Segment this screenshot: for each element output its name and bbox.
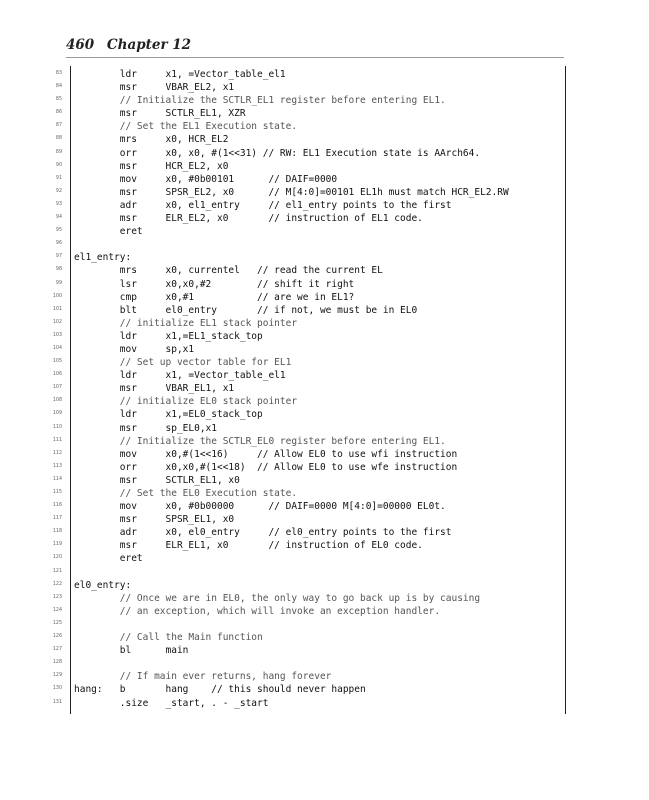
- code-text: adr x0, el0_entry // el0_entry points to the first: [74, 527, 452, 539]
- line-number: 99: [55, 280, 62, 286]
- line-number: 116: [52, 503, 62, 509]
- line-number: 85: [55, 97, 62, 103]
- code-text: msr ELR_EL1, x0 // instruction of EL0 code.: [74, 540, 423, 552]
- code-line: [0, 448, 649, 461]
- code-text: msr SPSR_EL1, x0: [74, 514, 235, 526]
- code-text: msr VBAR_EL1, x1: [74, 383, 235, 395]
- line-number: 125: [52, 620, 62, 626]
- code-line: [0, 566, 649, 579]
- code-line: [0, 605, 649, 618]
- code-line: [0, 670, 649, 683]
- line-number: 126: [52, 634, 62, 640]
- code-text: bl main: [74, 645, 189, 657]
- code-comment: // Set the EL0 Execution state.: [74, 488, 298, 499]
- line-number: 90: [55, 162, 62, 168]
- code-text: mov x0, #0b00000 // DAIF=0000 M[4:0]=00000 EL0t.: [74, 501, 446, 513]
- code-text: orr x0,x0,#(1<<18) // Allow EL0 to use wfe instruction: [74, 461, 458, 473]
- line-number: 91: [55, 175, 62, 181]
- code-text: mov x0, #0b00101 // DAIF=0000: [74, 173, 338, 185]
- code-text: blt el0_entry // if not, we must be in EL0: [74, 304, 418, 316]
- line-number: 129: [52, 673, 62, 679]
- code-line: [0, 173, 649, 186]
- line-number: 108: [52, 398, 62, 404]
- line-number: 83: [55, 71, 62, 76]
- code-text: mov x0,#(1<<16) // Allow EL0 to use wfi instruction: [74, 448, 458, 460]
- code-line: [0, 212, 649, 225]
- line-number: 101: [52, 306, 62, 312]
- code-text: mov sp,x1: [74, 343, 195, 355]
- header-rule: [66, 57, 564, 58]
- code-line: [0, 133, 649, 146]
- line-number: 97: [55, 254, 62, 260]
- line-number: 96: [55, 241, 62, 247]
- code-line: [0, 225, 649, 238]
- line-number: 118: [52, 529, 62, 535]
- line-number: 119: [52, 542, 62, 548]
- line-number: 115: [52, 490, 62, 495]
- page-header: [66, 37, 191, 53]
- line-number: 127: [52, 647, 62, 653]
- code-listing: [0, 68, 649, 710]
- line-number: 105: [52, 359, 62, 365]
- code-line: [0, 330, 649, 343]
- code-line: [0, 526, 649, 539]
- code-text: msr HCR_EL2, x0: [74, 160, 229, 172]
- chapter-title: Chapter 12: [106, 37, 192, 53]
- line-number: 100: [52, 293, 62, 299]
- line-number: 120: [52, 555, 62, 561]
- line-number: 102: [52, 319, 62, 325]
- code-text: mrs x0, currentel // read the current EL: [74, 265, 383, 277]
- code-line: [0, 317, 649, 330]
- code-comment: // Set the EL1 Execution state.: [74, 121, 298, 133]
- line-number: 110: [52, 424, 62, 430]
- line-number: 130: [52, 686, 62, 692]
- line-number: 89: [55, 149, 62, 155]
- code-text: eret: [74, 226, 143, 238]
- code-comment: // Initialize the SCTLR_EL0 register before entering EL1.: [74, 435, 446, 447]
- code-line: [0, 657, 649, 670]
- code-text: adr x0, el1_entry // el1_entry points to the first: [74, 199, 452, 211]
- code-line: [0, 68, 649, 81]
- code-comment: // initialize EL1 stack pointer: [74, 317, 298, 329]
- code-comment: // Once we are in EL0, the only way to go back up is by causing: [74, 592, 481, 604]
- line-number: 111: [52, 437, 62, 443]
- code-line: [0, 186, 649, 199]
- code-text: msr ELR_EL2, x0 // instruction of EL1 code.: [74, 213, 423, 225]
- code-line: [0, 683, 649, 696]
- line-number: 109: [52, 411, 62, 417]
- code-text: el0_entry:: [74, 579, 132, 591]
- code-text: msr VBAR_EL2, x1: [74, 82, 235, 94]
- code-line: [0, 369, 649, 382]
- line-number: 87: [55, 123, 62, 129]
- code-line: [0, 579, 649, 592]
- code-line: [0, 304, 649, 317]
- code-line: [0, 199, 649, 212]
- code-line: [0, 278, 649, 291]
- code-comment: // an exception, which will invoke an exception handler.: [74, 605, 441, 617]
- line-number: 117: [52, 516, 62, 522]
- code-line: [0, 539, 649, 552]
- code-line: [0, 382, 649, 395]
- code-text: eret: [74, 553, 143, 565]
- code-line: [0, 618, 649, 631]
- line-number: 104: [52, 345, 62, 351]
- code-line: [0, 251, 649, 264]
- code-text: msr sp_EL0,x1: [74, 422, 217, 434]
- line-number: 121: [52, 568, 62, 574]
- line-number: 103: [52, 332, 62, 338]
- line-number: 107: [52, 385, 62, 391]
- code-line: [0, 631, 649, 644]
- line-number: 84: [55, 84, 62, 90]
- line-number: 113: [52, 463, 62, 469]
- code-line: [0, 461, 649, 474]
- code-text: msr SCTLR_EL1, x0: [74, 474, 240, 486]
- line-number: 128: [52, 660, 62, 666]
- code-line: [0, 238, 649, 251]
- code-line: [0, 264, 649, 277]
- code-comment: // Initialize the SCTLR_EL1 register before entering EL1.: [74, 95, 446, 107]
- code-text: el1_entry:: [74, 252, 132, 264]
- line-number: 131: [52, 699, 62, 705]
- code-text: ldr x1,=EL1_stack_top: [74, 330, 263, 342]
- code-text: ldr x1, =Vector_table_el1: [74, 370, 286, 382]
- line-number: 98: [55, 267, 62, 273]
- code-text: mrs x0, HCR_EL2: [74, 134, 229, 146]
- code-text: ldr x1,=EL0_stack_top: [74, 409, 263, 421]
- code-line: [0, 513, 649, 526]
- code-line: [0, 291, 649, 304]
- line-number: 92: [55, 188, 62, 194]
- line-number: 94: [55, 215, 62, 221]
- code-line: [0, 592, 649, 605]
- code-line: [0, 474, 649, 487]
- code-line: [0, 408, 649, 421]
- line-number: 123: [52, 594, 62, 600]
- line-number: 86: [55, 110, 62, 116]
- line-number: 114: [52, 476, 62, 482]
- line-number: 124: [52, 607, 62, 613]
- code-line: [0, 395, 649, 408]
- code-line: [0, 94, 649, 107]
- code-line: [0, 697, 649, 710]
- code-comment: // Set up vector table for EL1: [74, 357, 292, 369]
- code-line: [0, 487, 649, 500]
- code-line: [0, 343, 649, 356]
- code-text: hang: b hang // this should never happen: [74, 684, 366, 696]
- code-line: [0, 356, 649, 369]
- line-number: 106: [52, 372, 62, 378]
- code-text: msr SCTLR_EL1, XZR: [74, 108, 246, 120]
- code-line: [0, 644, 649, 657]
- line-number: 122: [52, 581, 62, 587]
- code-comment: // initialize EL0 stack pointer: [74, 396, 298, 408]
- line-number: 93: [55, 201, 62, 207]
- code-line: [0, 500, 649, 513]
- code-line: [0, 422, 649, 435]
- code-text: ldr x1, =Vector_table_el1: [74, 69, 286, 80]
- code-comment: // If main ever returns, hang forever: [74, 671, 332, 683]
- code-line: [0, 552, 649, 565]
- code-text: cmp x0,#1 // are we in EL1?: [74, 291, 355, 303]
- code-comment: // Call the Main function: [74, 632, 263, 644]
- code-text: .size _start, . - _start: [74, 697, 269, 709]
- code-line: [0, 435, 649, 448]
- code-text: lsr x0,x0,#2 // shift it right: [74, 278, 355, 290]
- code-text: msr SPSR_EL2, x0 // M[4:0]=00101 EL1h must match HCR_EL2.RW: [74, 186, 509, 198]
- code-line: [0, 120, 649, 133]
- code-text: orr x0, x0, #(1<<31) // RW: EL1 Execution state is AArch64.: [74, 147, 481, 159]
- line-number: 112: [52, 450, 62, 456]
- line-number: 88: [55, 136, 62, 142]
- code-line: [0, 147, 649, 160]
- line-number: 95: [55, 228, 62, 234]
- code-line: [0, 107, 649, 120]
- code-line: [0, 81, 649, 94]
- page-number: 460: [66, 37, 95, 53]
- code-line: [0, 160, 649, 173]
